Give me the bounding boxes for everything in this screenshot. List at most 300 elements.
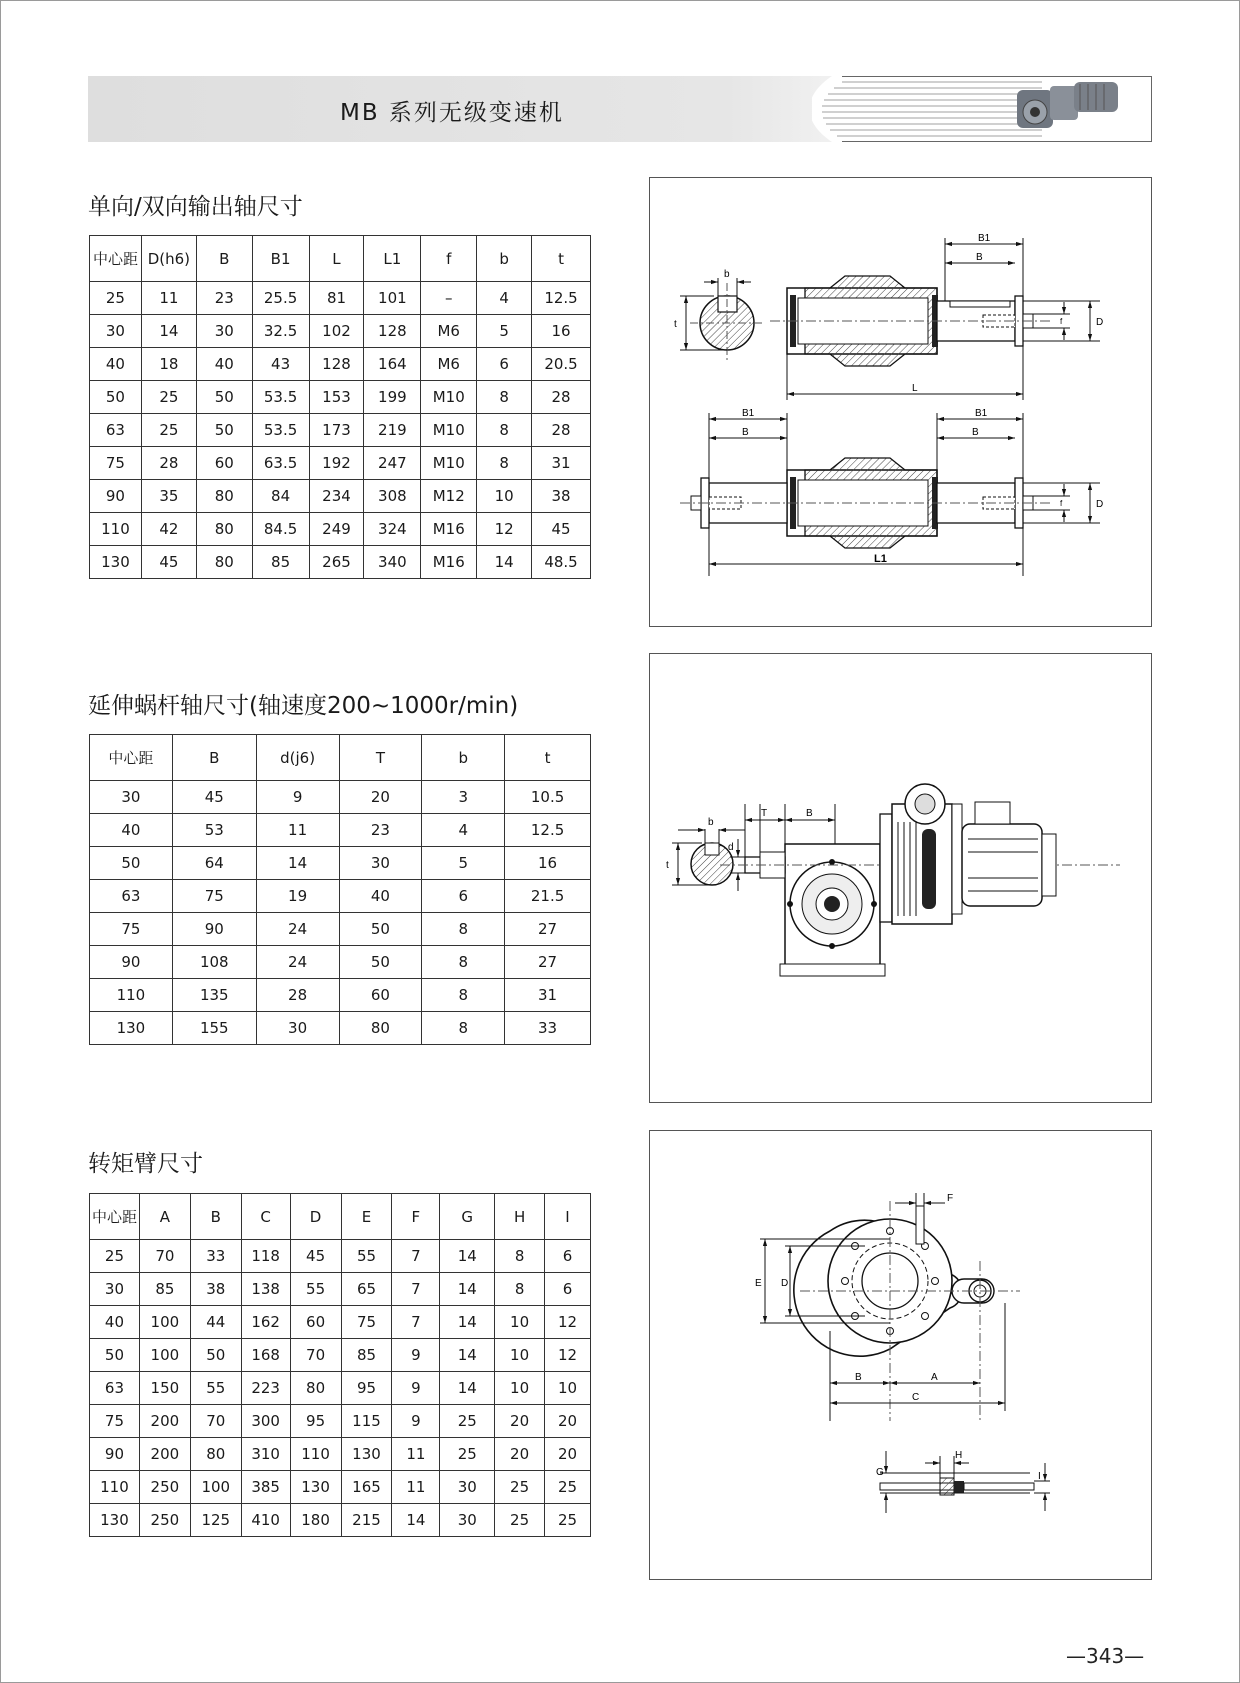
table-row <box>90 946 591 979</box>
column-header: b <box>422 735 505 781</box>
table-cell: 63 <box>90 414 142 447</box>
table-cell: 65 <box>341 1273 392 1306</box>
table-row <box>90 814 591 847</box>
table-cell: 16 <box>505 847 591 880</box>
label-B-right: B <box>972 427 979 438</box>
table-cell: 55 <box>341 1240 392 1273</box>
table-cell: 8 <box>422 946 505 979</box>
table-row <box>90 1471 591 1504</box>
double-output-shaft <box>680 408 1103 576</box>
column-header: T <box>339 735 422 781</box>
table-cell: 128 <box>364 315 421 348</box>
table-cell: 80 <box>290 1372 341 1405</box>
table-cell: 14 <box>392 1504 440 1537</box>
table-cell: 35 <box>141 480 196 513</box>
table-row <box>90 913 591 946</box>
column-header: d(j6) <box>256 735 339 781</box>
table-cell: 63.5 <box>252 447 309 480</box>
table-row <box>90 1405 591 1438</box>
label-B: B <box>976 252 983 263</box>
label-B1-right: B1 <box>975 408 988 419</box>
table-cell: 30 <box>440 1504 495 1537</box>
table-cell: 81 <box>309 282 364 315</box>
table-cell: 40 <box>90 1306 140 1339</box>
table-cell: 410 <box>241 1504 290 1537</box>
column-header: t <box>505 735 591 781</box>
table-cell: 5 <box>477 315 532 348</box>
table-cell: 38 <box>532 480 591 513</box>
column-header: 中心距 <box>90 735 173 781</box>
table-cell: 6 <box>422 880 505 913</box>
table-cell: 48.5 <box>532 546 591 579</box>
table-cell: 20 <box>545 1438 591 1471</box>
table-header-row <box>90 236 591 282</box>
table-cell: 8 <box>495 1240 545 1273</box>
table-cell: 10 <box>495 1339 545 1372</box>
table-cell: 32.5 <box>252 315 309 348</box>
page-title: MB 系列无级变速机 <box>340 100 564 126</box>
table-cell: 23 <box>339 814 422 847</box>
table-cell: 7 <box>392 1240 440 1273</box>
table-cell: 9 <box>392 1405 440 1438</box>
column-header: C <box>241 1194 290 1240</box>
table-cell: 310 <box>241 1438 290 1471</box>
table-cell: 75 <box>90 913 173 946</box>
table-cell: 25 <box>90 282 142 315</box>
table-cell: 70 <box>190 1405 241 1438</box>
table-cell: 75 <box>172 880 256 913</box>
table-cell: 50 <box>190 1339 241 1372</box>
label-B: B <box>855 1372 862 1383</box>
table-cell: 25 <box>440 1438 495 1471</box>
table-cell: 45 <box>290 1240 341 1273</box>
table-cell: 110 <box>90 1471 140 1504</box>
torque-arm-drawing <box>649 1130 1152 1580</box>
table-cell: 12 <box>545 1339 591 1372</box>
label-B1: B1 <box>978 233 991 244</box>
table-cell: 199 <box>364 381 421 414</box>
table-cell: 8 <box>495 1273 545 1306</box>
section-title-worm-shaft: 延伸蜗杆轴尺寸(轴速度200~1000r/min) <box>88 693 519 719</box>
table-cell: 24 <box>256 913 339 946</box>
table-row <box>90 1306 591 1339</box>
table-row <box>90 282 591 315</box>
column-header: A <box>139 1194 190 1240</box>
table-cell: 250 <box>139 1471 190 1504</box>
table-cell: 40 <box>90 814 173 847</box>
table-cell: 10 <box>477 480 532 513</box>
table-cell: 11 <box>141 282 196 315</box>
table-cell: 60 <box>196 447 252 480</box>
torque-arm-side-view <box>876 1450 1050 1513</box>
label-A: A <box>931 1372 938 1383</box>
table-cell: 84.5 <box>252 513 309 546</box>
table-row <box>90 781 591 814</box>
table-cell: 250 <box>139 1504 190 1537</box>
table-cell: 31 <box>532 447 591 480</box>
table-cell: – <box>421 282 477 315</box>
table-cell: 14 <box>440 1372 495 1405</box>
table-cell: 8 <box>477 381 532 414</box>
table-cell: 138 <box>241 1273 290 1306</box>
table-cell: 85 <box>341 1339 392 1372</box>
table-cell: 11 <box>392 1438 440 1471</box>
label-T: T <box>761 808 768 819</box>
column-header: E <box>341 1194 392 1240</box>
table-cell: 30 <box>196 315 252 348</box>
column-header: I <box>545 1194 591 1240</box>
table-cell: 130 <box>90 1012 173 1045</box>
table-cell: 90 <box>90 480 142 513</box>
table-cell: 44 <box>190 1306 241 1339</box>
worm-gear-motor-assembly <box>720 784 1120 976</box>
table-cell: 7 <box>392 1273 440 1306</box>
column-header: L1 <box>364 236 421 282</box>
column-header: B <box>172 735 256 781</box>
table-cell: 40 <box>90 348 142 381</box>
table-cell: 25 <box>495 1504 545 1537</box>
torque-arm-plate <box>755 1193 1020 1421</box>
output-shaft-drawing <box>649 177 1152 627</box>
page-number: —343— <box>1066 1644 1145 1668</box>
table-cell: 42 <box>141 513 196 546</box>
table-cell: 192 <box>309 447 364 480</box>
column-header: 中心距 <box>90 236 142 282</box>
table-cell: 12 <box>545 1306 591 1339</box>
table-cell: 4 <box>422 814 505 847</box>
table-cell: 12.5 <box>532 282 591 315</box>
table-cell: 153 <box>309 381 364 414</box>
table-header-row <box>90 735 591 781</box>
table-cell: 8 <box>422 913 505 946</box>
table-row <box>90 414 591 447</box>
table-cell: 24 <box>256 946 339 979</box>
table-cell: 6 <box>545 1273 591 1306</box>
table-cell: 101 <box>364 282 421 315</box>
table-cell: 45 <box>532 513 591 546</box>
column-header: f <box>421 236 477 282</box>
table-cell: 14 <box>440 1306 495 1339</box>
table-cell: 25 <box>545 1504 591 1537</box>
table-cell: 165 <box>341 1471 392 1504</box>
table-cell: 21.5 <box>505 880 591 913</box>
label-b: b <box>724 269 730 280</box>
table-cell: 162 <box>241 1306 290 1339</box>
table-cell: 45 <box>141 546 196 579</box>
label-B1-left: B1 <box>742 408 755 419</box>
table-cell: 10 <box>495 1372 545 1405</box>
label-F: F <box>947 1193 954 1204</box>
table-cell: 85 <box>139 1273 190 1306</box>
table-cell: 14 <box>440 1240 495 1273</box>
table-row <box>90 546 591 579</box>
table-cell: 25.5 <box>252 282 309 315</box>
table-cell: 84 <box>252 480 309 513</box>
table-cell: 63 <box>90 1372 140 1405</box>
table-cell: 20 <box>495 1438 545 1471</box>
label-f-lower: f <box>1060 499 1063 508</box>
table-cell: 75 <box>341 1306 392 1339</box>
table-cell: 6 <box>545 1240 591 1273</box>
table-row <box>90 1339 591 1372</box>
table-cell: M10 <box>421 447 477 480</box>
table-cell: 20.5 <box>532 348 591 381</box>
table-cell: 10 <box>495 1306 545 1339</box>
table-row <box>90 348 591 381</box>
table-cell: 100 <box>139 1339 190 1372</box>
table-cell: 340 <box>364 546 421 579</box>
table-cell: 25 <box>495 1471 545 1504</box>
table-header-row <box>90 1194 591 1240</box>
label-b: b <box>708 817 714 828</box>
table-cell: 14 <box>256 847 339 880</box>
table-cell: 25 <box>545 1471 591 1504</box>
table-cell: 9 <box>392 1372 440 1405</box>
table-cell: 95 <box>290 1405 341 1438</box>
table-cell: 75 <box>90 447 142 480</box>
table-cell: 234 <box>309 480 364 513</box>
table-cell: 168 <box>241 1339 290 1372</box>
table-cell: 70 <box>139 1240 190 1273</box>
table-cell: 18 <box>141 348 196 381</box>
table-cell: 53.5 <box>252 414 309 447</box>
table-cell: 80 <box>196 513 252 546</box>
table-cell: 33 <box>190 1240 241 1273</box>
table-cell: 30 <box>90 315 142 348</box>
table-cell: 25 <box>90 1240 140 1273</box>
table-cell: 28 <box>256 979 339 1012</box>
table-cell: 80 <box>190 1438 241 1471</box>
label-B-left: B <box>742 427 749 438</box>
column-header: G <box>440 1194 495 1240</box>
table-cell: 28 <box>141 447 196 480</box>
label-L1: L1 <box>874 553 887 565</box>
table-cell: 12.5 <box>505 814 591 847</box>
table-cell: 27 <box>505 913 591 946</box>
table-row <box>90 880 591 913</box>
table-cell: 23 <box>196 282 252 315</box>
section-title-output-shaft: 单向/双向输出轴尺寸 <box>88 194 303 220</box>
column-header: F <box>392 1194 440 1240</box>
label-I: I <box>1038 1471 1041 1482</box>
table-cell: 50 <box>196 381 252 414</box>
table-cell: 130 <box>290 1471 341 1504</box>
table-cell: 80 <box>339 1012 422 1045</box>
table-cell: 3 <box>422 781 505 814</box>
column-header: t <box>532 236 591 282</box>
table-cell: 8 <box>422 979 505 1012</box>
table-cell: 14 <box>440 1339 495 1372</box>
table-cell: 27 <box>505 946 591 979</box>
table-cell: 110 <box>90 979 173 1012</box>
output-shaft-table <box>89 235 591 579</box>
torque-arm-table <box>89 1193 591 1537</box>
table-cell: 38 <box>190 1273 241 1306</box>
table-cell: 215 <box>341 1504 392 1537</box>
table-cell: 55 <box>190 1372 241 1405</box>
table-cell: 20 <box>545 1405 591 1438</box>
table-cell: 50 <box>90 1339 140 1372</box>
table-cell: 8 <box>422 1012 505 1045</box>
table-cell: 308 <box>364 480 421 513</box>
column-header: B1 <box>252 236 309 282</box>
table-cell: 85 <box>252 546 309 579</box>
column-header: B <box>190 1194 241 1240</box>
table-cell: 155 <box>172 1012 256 1045</box>
column-header: H <box>495 1194 545 1240</box>
label-C: C <box>912 1392 920 1403</box>
table-cell: 11 <box>392 1471 440 1504</box>
table-cell: 385 <box>241 1471 290 1504</box>
table-cell: 90 <box>90 946 173 979</box>
single-output-shaft <box>770 233 1103 400</box>
table-row <box>90 447 591 480</box>
table-cell: 265 <box>309 546 364 579</box>
table-cell: 50 <box>339 913 422 946</box>
table-cell: 50 <box>339 946 422 979</box>
table-cell: 11 <box>256 814 339 847</box>
table-cell: M6 <box>421 315 477 348</box>
label-D: D <box>1096 317 1104 328</box>
table-cell: 28 <box>532 414 591 447</box>
table-cell: 249 <box>309 513 364 546</box>
table-cell: 43 <box>252 348 309 381</box>
label-L: L <box>912 383 918 394</box>
table-cell: M16 <box>421 513 477 546</box>
table-cell: 53.5 <box>252 381 309 414</box>
table-row <box>90 1372 591 1405</box>
table-cell: 30 <box>339 847 422 880</box>
table-cell: 164 <box>364 348 421 381</box>
table-cell: 8 <box>477 414 532 447</box>
table-cell: 64 <box>172 847 256 880</box>
header-right-frame <box>842 76 1152 142</box>
column-header: D(h6) <box>141 236 196 282</box>
table-cell: 324 <box>364 513 421 546</box>
table-cell: 60 <box>339 979 422 1012</box>
table-cell: 10.5 <box>505 781 591 814</box>
table-cell: 223 <box>241 1372 290 1405</box>
table-cell: 80 <box>196 546 252 579</box>
table-cell: 9 <box>256 781 339 814</box>
table-cell: 75 <box>90 1405 140 1438</box>
table-cell: 30 <box>90 781 173 814</box>
table-cell: 25 <box>141 414 196 447</box>
table-row <box>90 381 591 414</box>
table-cell: 7 <box>392 1306 440 1339</box>
table-row <box>90 1273 591 1306</box>
table-cell: 128 <box>309 348 364 381</box>
table-cell: 25 <box>141 381 196 414</box>
table-cell: 6 <box>477 348 532 381</box>
table-cell: 90 <box>90 1438 140 1471</box>
label-E: E <box>755 1278 762 1289</box>
table-row <box>90 979 591 1012</box>
table-cell: 14 <box>440 1273 495 1306</box>
table-cell: M6 <box>421 348 477 381</box>
table-cell: 28 <box>532 381 591 414</box>
table-cell: 135 <box>172 979 256 1012</box>
label-t: t <box>674 319 677 330</box>
table-cell: 130 <box>341 1438 392 1471</box>
table-cell: 60 <box>290 1306 341 1339</box>
column-header: D <box>290 1194 341 1240</box>
column-header: b <box>477 236 532 282</box>
table-cell: 130 <box>90 546 142 579</box>
table-cell: 247 <box>364 447 421 480</box>
table-row <box>90 847 591 880</box>
table-cell: 55 <box>290 1273 341 1306</box>
label-D-lower: D <box>1096 499 1104 510</box>
table-cell: 8 <box>477 447 532 480</box>
table-row <box>90 480 591 513</box>
table-cell: 200 <box>139 1405 190 1438</box>
table-cell: 50 <box>90 381 142 414</box>
table-cell: 102 <box>309 315 364 348</box>
worm-shaft-table <box>89 734 591 1045</box>
table-cell: 70 <box>290 1339 341 1372</box>
table-row <box>90 1438 591 1471</box>
table-cell: 50 <box>196 414 252 447</box>
table-row <box>90 1504 591 1537</box>
table-cell: 14 <box>477 546 532 579</box>
table-cell: 53 <box>172 814 256 847</box>
table-cell: 20 <box>495 1405 545 1438</box>
column-header: L <box>309 236 364 282</box>
table-cell: 40 <box>196 348 252 381</box>
table-row <box>90 1012 591 1045</box>
table-cell: 9 <box>392 1339 440 1372</box>
table-cell: 10 <box>545 1372 591 1405</box>
table-cell: 30 <box>256 1012 339 1045</box>
label-t: t <box>666 860 669 871</box>
table-cell: 219 <box>364 414 421 447</box>
table-cell: M10 <box>421 414 477 447</box>
table-cell: 180 <box>290 1504 341 1537</box>
table-cell: 20 <box>339 781 422 814</box>
table-cell: 25 <box>440 1405 495 1438</box>
table-cell: 125 <box>190 1504 241 1537</box>
table-cell: 90 <box>172 913 256 946</box>
table-cell: 95 <box>341 1372 392 1405</box>
table-cell: 100 <box>139 1306 190 1339</box>
column-header: 中心距 <box>90 1194 140 1240</box>
section-title-torque-arm: 转矩臂尺寸 <box>88 1151 203 1177</box>
label-H: H <box>955 1450 963 1461</box>
table-cell: 100 <box>190 1471 241 1504</box>
table-cell: 80 <box>196 480 252 513</box>
label-B: B <box>806 808 813 819</box>
table-cell: M10 <box>421 381 477 414</box>
table-cell: 4 <box>477 282 532 315</box>
table-cell: 40 <box>339 880 422 913</box>
table-cell: 130 <box>90 1504 140 1537</box>
table-cell: 12 <box>477 513 532 546</box>
table-row <box>90 513 591 546</box>
worm-shaft-drawing <box>649 653 1152 1103</box>
table-cell: 173 <box>309 414 364 447</box>
table-cell: M16 <box>421 546 477 579</box>
label-D: D <box>781 1278 789 1289</box>
table-row <box>90 315 591 348</box>
table-cell: 16 <box>532 315 591 348</box>
column-header: B <box>196 236 252 282</box>
table-cell: 33 <box>505 1012 591 1045</box>
table-cell: 14 <box>141 315 196 348</box>
label-G: G <box>876 1467 884 1478</box>
table-cell: 110 <box>90 513 142 546</box>
table-cell: 31 <box>505 979 591 1012</box>
